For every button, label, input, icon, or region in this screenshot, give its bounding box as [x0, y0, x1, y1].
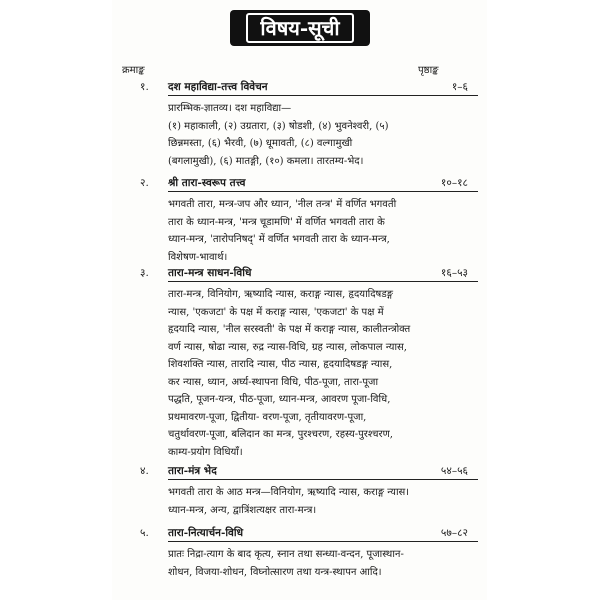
entry-divider — [168, 281, 478, 282]
description-line: शोधन, विजया-शोधन, विघ्नोत्सारण तथा यन्त्र-स्थापन आदि। — [168, 566, 382, 578]
entry-divider — [168, 95, 478, 96]
description-line: काम्य-प्रयोग विधियाँ। — [168, 446, 243, 458]
entry-divider — [168, 541, 478, 542]
entry-description — [168, 286, 472, 461]
description-line: (१) महाकाली, (२) उग्रतारा, (३) षोडशी, (४) भुवनेश्वरी, (५) — [168, 120, 389, 132]
toc-entry-heading — [120, 266, 480, 284]
toc-entry-heading — [120, 464, 480, 482]
description-line: न्यास, 'एकजटा' के पक्ष में कराङ्ग न्यास, 'एकजटा' के पक्ष में — [168, 306, 384, 318]
description-line: भगवती तारा, मन्त्र-जप और ध्यान, 'नील तन्त्र' में वर्णित भगवती — [168, 199, 397, 210]
entry-pages: १०–१८ — [440, 177, 468, 189]
entry-number: ४. — [140, 465, 149, 477]
entry-description — [168, 484, 472, 519]
entry-title[interactable]: तारा-नित्यार्चन-विधि — [168, 527, 244, 539]
entry-title[interactable]: दश महाविद्या-तत्त्व विवेचन — [168, 81, 268, 93]
entry-pages: १–६ — [451, 81, 468, 93]
description-line: ध्यान-मन्त्र, 'तारोपनिषद्' में वर्णित भगवती तारा के ध्यान-मन्त्र, — [168, 234, 390, 245]
entry-number: २. — [140, 177, 149, 189]
entry-divider — [168, 479, 478, 480]
description-line: तारा के ध्यान-मन्त्र, 'मन्त्र चूडामणि' में वर्णित भगवती तारा के — [168, 216, 385, 228]
toc-entry-heading — [120, 176, 480, 194]
description-line: ध्यान-मन्त्र, अन्य, द्वात्रिंशत्यक्षर तारा-मन्त्र। — [168, 504, 317, 516]
description-line: कर न्यास, ध्यान, अर्घ्य-स्थापना विधि, पीठ-पूजा, तारा-पूजा — [168, 376, 379, 388]
description-line: (बगलामुखी), (६) मातङ्गी, (१०) कमला। तारतम्य-भेद। — [168, 155, 364, 167]
toc-entry[interactable] — [120, 176, 480, 263]
toc-entry-heading — [120, 80, 480, 98]
entry-title[interactable]: तारा-मन्त्र साधन-विधि — [168, 267, 252, 279]
description-line: हृदयादि न्यास, 'नील सरस्वती' के पक्ष में कराङ्ग न्यास, कालीतन्त्रोक्त — [168, 324, 411, 335]
description-line: शिवशक्ति न्यास, तारादि न्यास, पीठ न्यास, हृदयादिषडङ्ग न्यास, — [168, 359, 393, 370]
entry-title[interactable]: श्री तारा-स्वरूप तत्त्व — [168, 177, 246, 189]
entry-pages: ५७–८२ — [440, 527, 468, 539]
description-line: विशेषण-भावार्थ। — [168, 251, 228, 263]
toc-entry[interactable] — [120, 526, 480, 578]
toc-entry[interactable] — [120, 80, 480, 167]
entry-description — [168, 196, 472, 266]
description-line: छिन्नमस्ता, (६) भैरवी, (७) धूमावती, (८) वल्गामुखी — [168, 138, 353, 149]
toc-entry[interactable] — [120, 266, 480, 458]
toc-entry-heading — [120, 526, 480, 544]
description-line: प्रथमावरण-पूजा, द्वितीया- वरण-पूजा, तृतीयावरण-पूजा, — [168, 411, 367, 423]
serial-number-header: क्रमाङ्क — [122, 65, 145, 76]
description-line: तारा-मन्त्र, विनियोग, ऋष्यादि न्यास, कराङ्ग न्यास, हृदयादिषडङ्ग — [168, 289, 394, 300]
entry-title[interactable]: तारा-मंत्र भेद — [168, 465, 217, 477]
entry-number: १. — [140, 81, 149, 93]
page-title: विषय-सूची — [246, 13, 353, 43]
entry-number: ३. — [140, 267, 149, 279]
description-line: पद्धति, पूजन-यन्त्र, पीठ-पूजा, ध्यान-मन्त्र, आवरण पूजा-विधि, — [168, 394, 391, 405]
title-banner — [230, 10, 370, 46]
description-line: प्रारम्भिक-ज्ञातव्य। दश महाविद्या— — [168, 103, 292, 114]
entry-number: ५. — [140, 527, 149, 539]
description-line: चतुर्थावरण-पूजा, बलिदान का मन्त्र, पुरश्चरण, रहस्य-पुरश्चरण, — [168, 429, 393, 440]
page-number-header: पृष्ठाङ्क — [418, 65, 439, 76]
entry-pages: ५४–५६ — [440, 465, 468, 477]
entry-description — [168, 100, 472, 170]
description-line: वर्ण न्यास, षोढा न्यास, रुद्र न्यास-विधि, ग्रह न्यास, लोकपाल न्यास, — [168, 341, 407, 353]
toc-entry[interactable] — [120, 464, 480, 516]
entry-pages: १६–५३ — [440, 267, 468, 279]
entry-description — [168, 546, 472, 581]
entry-divider — [168, 191, 478, 192]
description-line: प्रातः निद्रा-त्याग के बाद कृत्य, स्नान तथा सन्ध्या-वन्दन, पूजास्थान- — [168, 549, 404, 560]
description-line: भगवती तारा के आठ मन्त्र—विनियोग, ऋष्यादि न्यास, कराङ्ग न्यास। — [168, 487, 410, 498]
